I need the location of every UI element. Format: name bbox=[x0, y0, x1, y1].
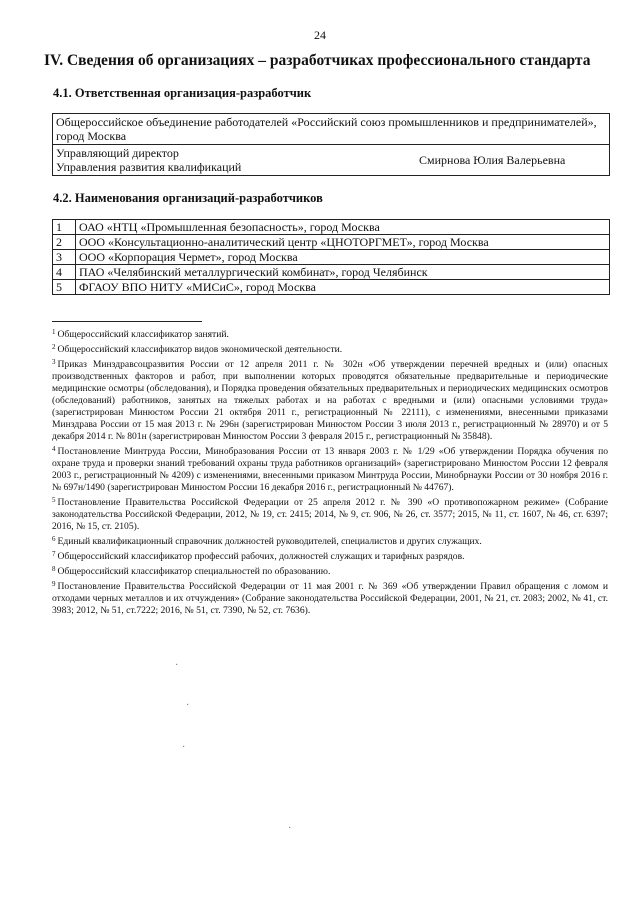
footnote bbox=[52, 443, 608, 494]
footnote-text: Приказ Минздравсоцразвития России от 12 апреля 2011 г. № 302н «Об утверждении перечней вредных и (или) опасных производственных факторов и работ, при выполнении которых проводятся обязательные предварительные и периодические медицинские осмотры (обследования), и Порядка проведения обязательных предварительных и периодических медицинских осмотров (обследований) работников, занятых на тяжелых работах и на работах с вредными и (или) опасными условиями труда» (зарегистрирован Минюстом России 21 октября 2011 г., регистрационный № 22111), с изменениями, внесенными приказами Минздрава России от 15 мая 2013 г. № 296н (зарегистрирован Минюстом России 3 июля 2013 г., регистрационный № 28970) и от 5 декабря 2014 г. № 801н (зарегистрирован Минюстом России 3 февраля 2015 г., регистрационный № 35848). bbox=[52, 359, 608, 442]
footnote-mark: 1 bbox=[52, 328, 56, 336]
responsible-person-row bbox=[53, 145, 610, 176]
footnote bbox=[52, 548, 608, 563]
footnote-text: Постановление Правительства Российской Федерации от 25 апреля 2012 г. № 390 «О противопожарном режиме» (Собрание законодательства Российской Федерации, 2012, № 19, ст. 2415; 2014, № 9, ст. 906, № 26, ст. 3577; 2015, № 11, ст. 1607, № 46, ст. 6397; 2016, № 15, ст. 2105). bbox=[52, 497, 608, 532]
organization-name: ФГАОУ ВПО НИТУ «МИСиС», город Москва bbox=[76, 280, 610, 295]
table-row bbox=[53, 265, 610, 280]
scan-speck: · bbox=[186, 700, 190, 711]
organization-name: ПАО «Челябинский металлургический комбинат», город Челябинск bbox=[76, 265, 610, 280]
responsible-organization: Общероссийское объединение работодателей «Российский союз промышленников и предпринимателей», город Москва bbox=[53, 114, 610, 145]
footnote bbox=[52, 563, 608, 578]
footnote-mark: 6 bbox=[52, 535, 56, 543]
responsible-person: Смирнова Юлия Валерьевна bbox=[379, 145, 610, 176]
footnote bbox=[52, 326, 608, 341]
position-line-1: Управляющий директор bbox=[56, 146, 179, 160]
responsible-table bbox=[52, 113, 610, 176]
position-line-2: Управления развития квалификаций bbox=[56, 160, 242, 174]
page-number: 24 bbox=[314, 28, 326, 42]
section-title: IV. Сведения об организациях – разработчиках профессионального стандарта bbox=[44, 52, 591, 69]
footnote-text: Постановление Минтруда России, Минобразования России от 13 января 2003 г. № 1/29 «Об утверждении Порядка обучения по охране труда и проверки знаний требований охраны труда работников организаций» (зарегистрировано Минюстом России 12 февраля 2003 г., регистрационный № 4209) с изменениями, внесенными приказом Минтруда России, Минобрнауки России от 30 ноября 2016 г. № 697н/1490 (зарегистрирован Минюстом России 16 декабря 2016 г., регистрационный № 44767). bbox=[52, 446, 608, 493]
responsible-org-row bbox=[53, 114, 610, 145]
table-row bbox=[53, 250, 610, 265]
responsible-position bbox=[53, 145, 380, 176]
footnote-mark: 2 bbox=[52, 343, 56, 351]
scan-speck: · bbox=[288, 823, 292, 834]
footnote-separator bbox=[52, 321, 202, 322]
footnote-mark: 3 bbox=[52, 358, 56, 366]
table-row bbox=[53, 220, 610, 235]
footnote-text: Общероссийский классификатор профессий рабочих, должностей служащих и тарифных разрядов. bbox=[57, 551, 465, 562]
row-number: 5 bbox=[53, 280, 76, 295]
footnote bbox=[52, 341, 608, 356]
row-number: 1 bbox=[53, 220, 76, 235]
footnote bbox=[52, 533, 608, 548]
footnote-text: Общероссийский классификатор специальностей по образованию. bbox=[57, 566, 331, 577]
scan-speck: · bbox=[182, 742, 186, 753]
organization-name: ОАО «НТЦ «Промышленная безопасность», город Москва bbox=[76, 220, 610, 235]
footnote-text: Общероссийский классификатор видов экономической деятельности. bbox=[57, 344, 343, 355]
table-row bbox=[53, 280, 610, 295]
footnote-mark: 5 bbox=[52, 496, 56, 504]
developers-table bbox=[52, 219, 610, 295]
footnote-text: Постановление Правительства Российской Федерации от 11 мая 2001 г. № 369 «Об утверждении Правил обращения с ломом и отходами черных металлов и их отчуждения» (Собрание законодательства Российской Федерации, 2001, № 21, ст. 2083; 2002, № 41, ст. 3983; 2012, № 51, ст.7222; 2016, № 51, ст. 7390, № 52, ст. 7636). bbox=[52, 581, 608, 616]
footnote bbox=[52, 356, 608, 443]
footnote-mark: 7 bbox=[52, 550, 56, 558]
row-number: 2 bbox=[53, 235, 76, 250]
footnotes bbox=[52, 326, 608, 617]
organization-name: ООО «Корпорация Чермет», город Москва bbox=[76, 250, 610, 265]
footnote-mark: 9 bbox=[52, 580, 56, 588]
developers-heading: 4.2. Наименования организаций-разработчиков bbox=[53, 191, 323, 205]
table-row bbox=[53, 235, 610, 250]
footnote-text: Общероссийский классификатор занятий. bbox=[57, 329, 229, 340]
responsible-heading: 4.1. Ответственная организация-разработчик bbox=[53, 86, 312, 100]
footnote bbox=[52, 578, 608, 617]
row-number: 3 bbox=[53, 250, 76, 265]
organization-name: ООО «Консультационно-аналитический центр «ЦНОТОРГМЕТ», город Москва bbox=[76, 235, 610, 250]
footnote-mark: 4 bbox=[52, 445, 56, 453]
footnote-mark: 8 bbox=[52, 565, 56, 573]
footnote bbox=[52, 494, 608, 533]
footnote-text: Единый квалификационный справочник должностей руководителей, специалистов и других служащих. bbox=[57, 536, 482, 547]
scan-speck: · bbox=[175, 660, 179, 671]
row-number: 4 bbox=[53, 265, 76, 280]
